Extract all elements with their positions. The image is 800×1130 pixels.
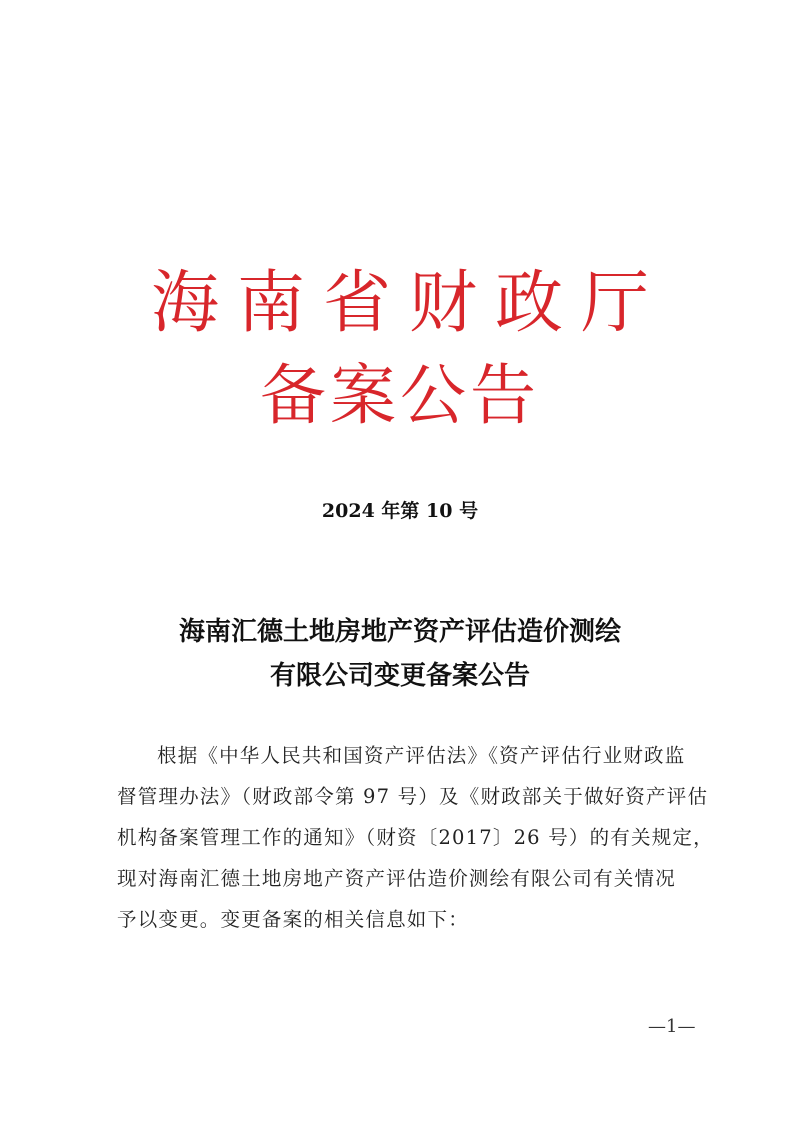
body-line: 机构备案管理工作的通知》（财资〔2017〕26 号）的有关规定， [117, 826, 714, 849]
body-line: 予以变更。变更备案的相关信息如下： [117, 908, 469, 931]
agency-header: 海南省财政厅 [150, 264, 667, 343]
body-line: 督管理办法》（财政部令第 97 号）及《财政部关于做好资产评估 [117, 785, 709, 808]
notice-body [117, 735, 714, 940]
notice-title-line-1: 海南汇德土地房地产资产评估造价测绘 [178, 617, 621, 647]
document-number: 2024 年第 10 号 [321, 500, 479, 522]
notice-title-line-2: 有限公司变更备案公告 [269, 661, 530, 691]
page-number: —1— [648, 1016, 696, 1037]
body-line: 根据《中华人民共和国资产评估法》《资产评估行业财政监 [157, 744, 686, 767]
body-line: 现对海南汇德土地房地产资产评估造价测绘有限公司有关情况 [117, 867, 676, 890]
notice-type-header: 备案公告 [260, 357, 540, 434]
